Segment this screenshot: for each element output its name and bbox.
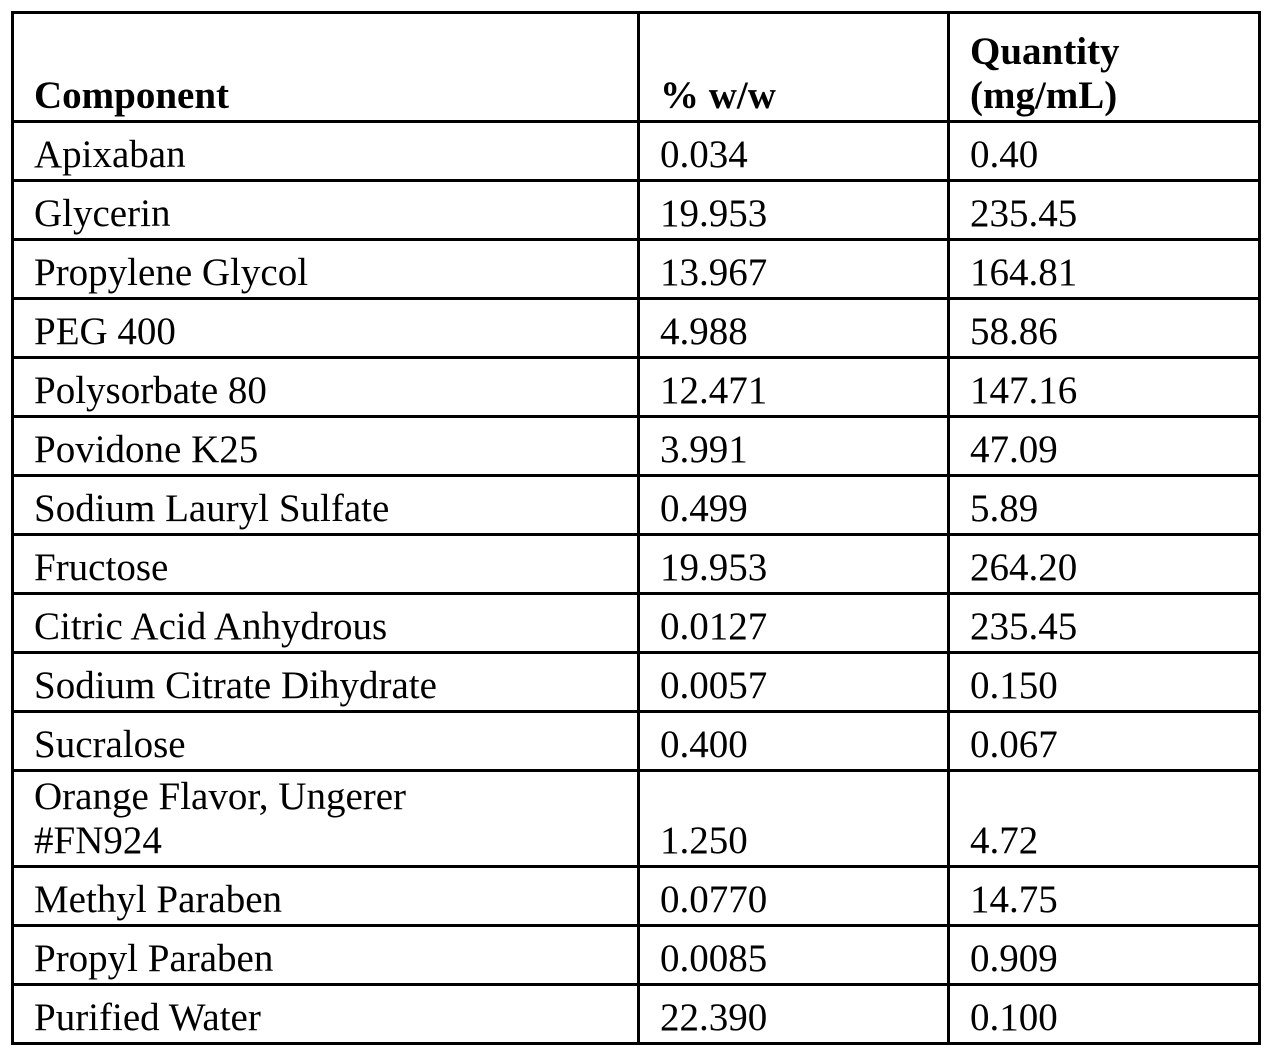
component-cell: Propyl Paraben	[13, 926, 639, 985]
component-cell: Citric Acid Anhydrous	[13, 594, 639, 653]
percent-ww-cell: 0.0127	[639, 594, 949, 653]
header-quantity: Quantity (mg/mL)	[949, 13, 1260, 122]
table-row	[13, 985, 1260, 1044]
percent-ww-cell: 0.0057	[639, 653, 949, 712]
table-row	[13, 867, 1260, 926]
percent-ww-cell: 0.0770	[639, 867, 949, 926]
table-row	[13, 712, 1260, 771]
percent-ww-cell: 13.967	[639, 240, 949, 299]
table-row	[13, 181, 1260, 240]
percent-ww-cell: 4.988	[639, 299, 949, 358]
quantity-cell: 14.75	[949, 867, 1260, 926]
component-cell: Povidone K25	[13, 417, 639, 476]
component-cell: Propylene Glycol	[13, 240, 639, 299]
header-row	[13, 13, 1260, 122]
component-cell: Apixaban	[13, 122, 639, 181]
quantity-cell: 164.81	[949, 240, 1260, 299]
percent-ww-cell: 0.499	[639, 476, 949, 535]
component-cell: Fructose	[13, 535, 639, 594]
percent-ww-cell: 22.390	[639, 985, 949, 1044]
quantity-cell: 235.45	[949, 181, 1260, 240]
formulation-table	[11, 11, 1261, 1045]
table-row	[13, 535, 1260, 594]
component-cell: Glycerin	[13, 181, 639, 240]
quantity-cell: 0.150	[949, 653, 1260, 712]
quantity-cell: 0.067	[949, 712, 1260, 771]
quantity-cell: 5.89	[949, 476, 1260, 535]
percent-ww-cell: 19.953	[639, 535, 949, 594]
quantity-cell: 0.40	[949, 122, 1260, 181]
table-row	[13, 417, 1260, 476]
percent-ww-cell: 1.250	[639, 771, 949, 867]
table-row	[13, 240, 1260, 299]
table-row	[13, 653, 1260, 712]
component-cell: Purified Water	[13, 985, 639, 1044]
quantity-cell: 4.72	[949, 771, 1260, 867]
table-row	[13, 771, 1260, 867]
component-cell: Orange Flavor, Ungerer #FN924	[13, 771, 639, 867]
quantity-cell: 235.45	[949, 594, 1260, 653]
table-row	[13, 476, 1260, 535]
quantity-cell: 0.100	[949, 985, 1260, 1044]
component-cell: Methyl Paraben	[13, 867, 639, 926]
component-cell: Sucralose	[13, 712, 639, 771]
table-row	[13, 594, 1260, 653]
quantity-cell: 147.16	[949, 358, 1260, 417]
component-cell: Sodium Citrate Dihydrate	[13, 653, 639, 712]
percent-ww-cell: 19.953	[639, 181, 949, 240]
percent-ww-cell: 12.471	[639, 358, 949, 417]
quantity-cell: 47.09	[949, 417, 1260, 476]
table-row	[13, 926, 1260, 985]
table-row	[13, 122, 1260, 181]
percent-ww-cell: 0.0085	[639, 926, 949, 985]
quantity-cell: 58.86	[949, 299, 1260, 358]
quantity-cell: 0.909	[949, 926, 1260, 985]
table-row	[13, 299, 1260, 358]
component-cell: PEG 400	[13, 299, 639, 358]
header-percent-ww: % w/w	[639, 13, 949, 122]
component-cell: Polysorbate 80	[13, 358, 639, 417]
percent-ww-cell: 0.034	[639, 122, 949, 181]
percent-ww-cell: 0.400	[639, 712, 949, 771]
component-cell: Sodium Lauryl Sulfate	[13, 476, 639, 535]
quantity-cell: 264.20	[949, 535, 1260, 594]
table-row	[13, 358, 1260, 417]
header-component: Component	[13, 13, 639, 122]
percent-ww-cell: 3.991	[639, 417, 949, 476]
